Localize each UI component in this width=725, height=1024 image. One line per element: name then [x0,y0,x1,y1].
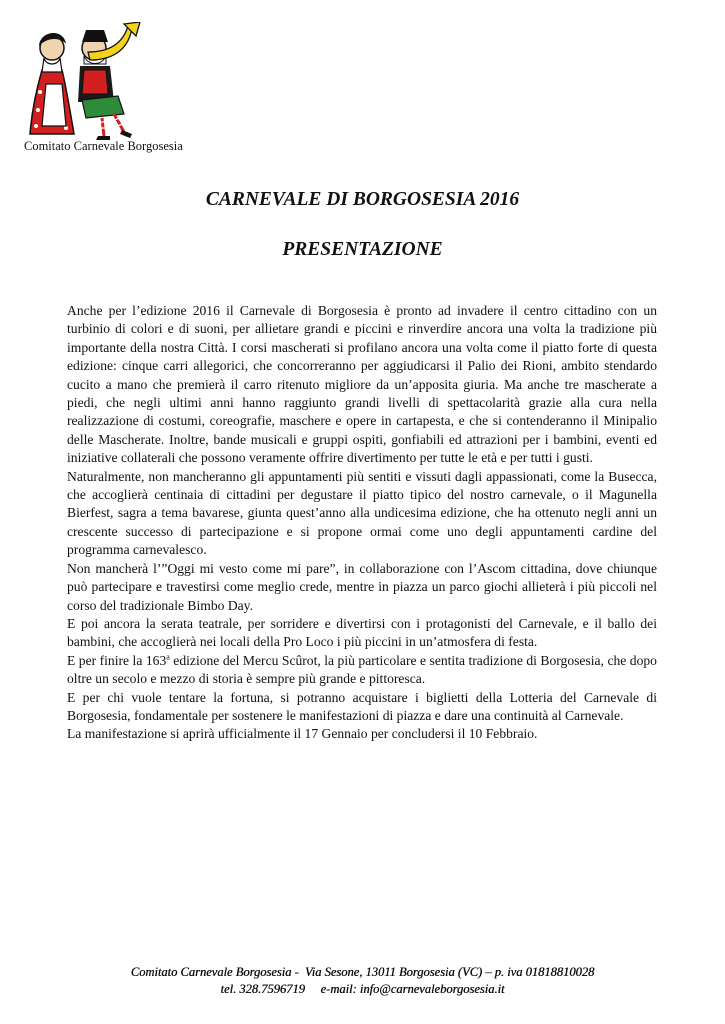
paragraph-dates: La manifestazione si aprirà ufficialmente il 17 Gennaio per concludersi il 10 Febbraio. [67,726,538,742]
document-subtitle: PRESENTAZIONE [282,239,443,260]
footer-address: Comitato Carnevale Borgosesia - Via Sesone, 13011 Borgosesia (VC) – p. iva 01818810028 [130,965,595,979]
document-title: CARNEVALE DI BORGOSESIA 2016 [205,189,520,210]
paragraph-lottery: E per chi vuole tentare la fortuna, si potranno acquistare i biglietti della Lotteria del Carnevale di Borgosesia, fondamentale per sostenere le manifestazioni di piazza e dare una continuità al Carnevale. [67,689,657,723]
footer-contacts: tel. 328.7596719 e-mail: info@carnevaleborgosesia.it [220,982,505,996]
paragraph-mercu-scurot-start: E per finire la 163 [67,652,167,668]
paragraph-intro: Anche per l’edizione 2016 il Carnevale di Borgosesia è pronto ad invadere il centro cittadino con un turbinio di colori e di suoni, per allietare grandi e piccini e rinverdire ancora una volta la tradizione più importante della nostra Città. I corsi mascherati si profilano ancora una volta come il piatto forte di questa edizione: cinque carri allegorici, che concorreranno per aggiudicarsi il Palio dei Rioni, ambito stendardo cucito a mano che premierà il carro ritenuto migliore da un’apposita giuria. Ma anche tre mascherate a piedi, che negli ultimi anni hanno raggiunto grandi livelli di spettacolarità grazie alla cura nella realizzazione di costumi, coreografie, maschere e opere in cartapesta, e che si contenderanno il Minipalio delle Mascherate. Inoltre, bande musicali e gruppi ospiti, gonfiabili ed attrazioni per i bambini, eventi ed iniziative collaterali che possono veramente offrire divertimento per tutte le età e per tutti i gusti. [67,303,657,466]
ordinal-superscript: a [166,652,170,662]
paragraph-oggi-mi-vesto: Non mancherà l’”Oggi mi vesto come mi pare”, in collaborazione con l’Ascom cittadina, dove chiunque può partecipare e travestirsi come meglio crede, mentre in piazza un parco giochi allieterà i più piccoli nel corso del tradizionale Bimbo Day. [67,560,657,613]
paragraph-mercu-scurot-end: edizione del Mercu Scûrot, la più particolare e sentita tradizione di Borgosesia, che dopo oltre un secolo e mezzo di storia è sempre più grande e pittoresca. [67,652,657,687]
paragraph-appointments: Naturalmente, non mancheranno gli appuntamenti più sentiti e vissuti dagli appassionati, come la Busecca, che accoglierà centinaia di cittadini per degustare il piatto tipico del nostro carnevale, o il Magunella Bierfest, sagra a tema bavarese, giunta quest’anno alla undicesima edizione, che ha ottenuto negli anni un crescente successo di partecipazione e si propone ormai come uno degli appuntamenti cardine del programma carnevalesco. [67,468,657,558]
footer [0,964,725,998]
organization-caption: Comitato Carnevale Borgosesia [24,139,183,153]
paragraph-mercu-scurot [67,652,657,689]
paragraph-theatre: E poi ancora la serata teatrale, per sorridere e divertirsi con i protagonisti del Carnevale, e il ballo dei bambini, che accoglierà nei locali della Pro Loco i più piccini in un’atmosfera di festa. [67,615,657,650]
body-text [67,302,657,744]
carnival-logo [28,22,143,140]
